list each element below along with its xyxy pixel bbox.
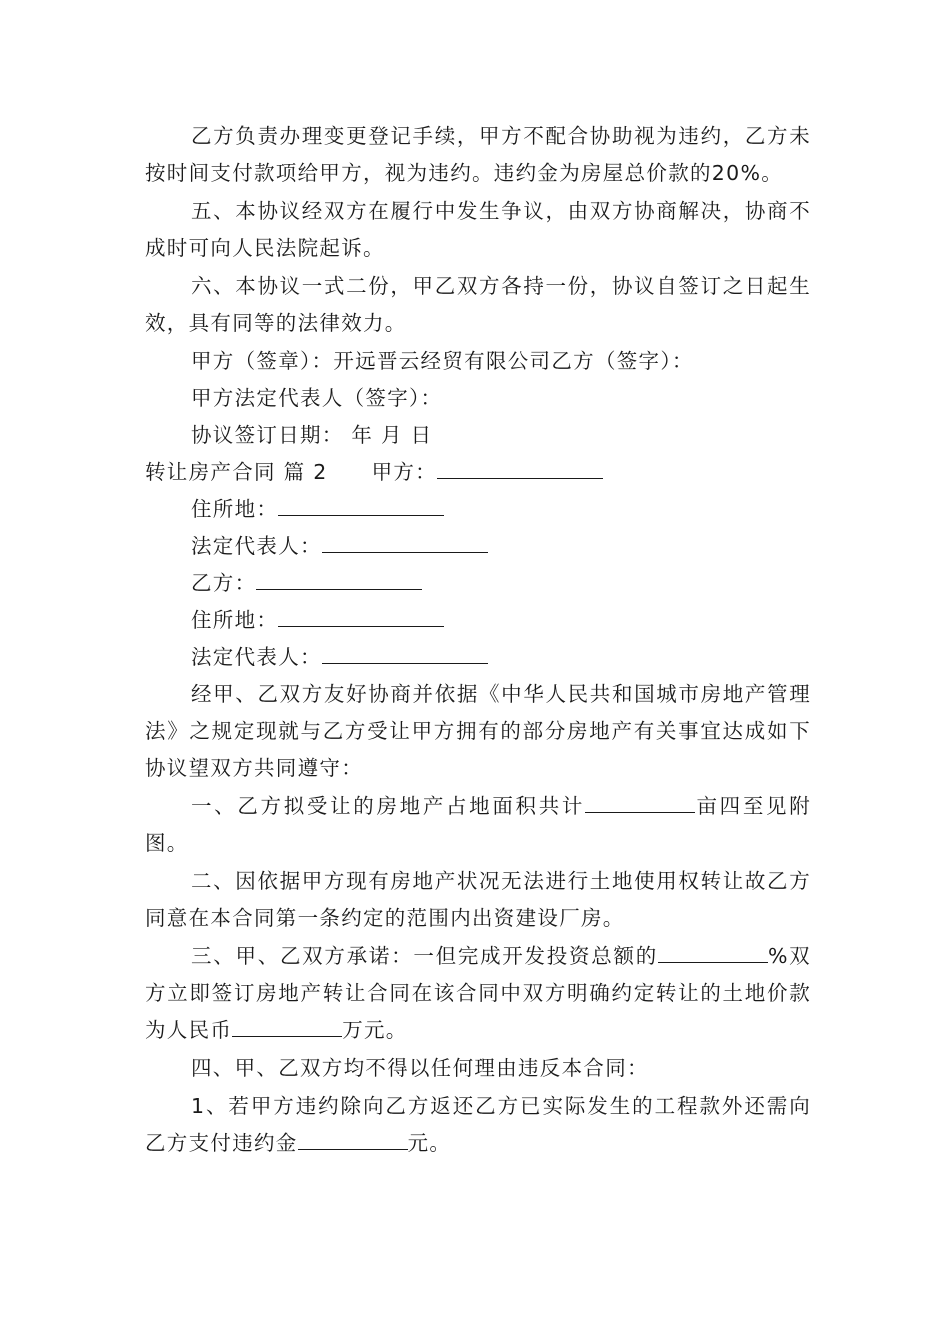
representative-b-label: 法定代表人：	[191, 645, 322, 669]
clause-1-text-b: 亩四至见附图。	[145, 794, 812, 855]
clause-3-text-c: 万元。	[342, 1018, 408, 1042]
party-b-line	[145, 565, 811, 602]
representative-a-blank	[322, 530, 488, 553]
representative-a-line	[145, 528, 811, 565]
paragraph-penalty: 乙方负责办理变更登记手续，甲方不配合协助视为违约，乙方未按时间支付款项给甲方，视为违约。违约金为房屋总价款的20%。	[145, 124, 811, 185]
paragraph-copies: 六、本协议一式二份，甲乙双方各持一份，协议自签订之日起生效，具有同等的法律效力。	[145, 274, 811, 335]
signature-representative: 甲方法定代表人（签字）：	[191, 386, 443, 410]
party-b-blank	[256, 567, 422, 590]
address-a-line	[145, 491, 811, 528]
address-b-label: 住所地：	[191, 608, 279, 632]
representative-b-line	[145, 639, 811, 676]
clause-3-text-b: %双方立即签订房地产转让合同在该合同中双方明确约定转让的土地价款为人民币	[145, 944, 811, 1042]
area-blank	[585, 790, 695, 813]
clause-3-text-a: 三、甲、乙双方承诺：一但完成开发投资总额的	[191, 944, 658, 968]
clause-4: 四、甲、乙双方均不得以任何理由违反本合同：	[191, 1056, 649, 1080]
party-a-label: 甲方：	[371, 460, 437, 484]
representative-a-label: 法定代表人：	[191, 534, 322, 558]
representative-b-blank	[322, 641, 488, 664]
clause-1	[145, 788, 811, 862]
clause-3	[145, 938, 811, 1049]
paragraph-dispute: 五、本协议经双方在履行中发生争议，由双方协商解决，协商不成时可向人民法院起诉。	[145, 199, 811, 260]
address-b-line	[145, 602, 811, 639]
section-heading: 转让房产合同 篇 2	[145, 460, 328, 484]
clause-1-text-a: 一、乙方拟受让的房地产占地面积共计	[191, 794, 586, 818]
contract-2-header-line	[145, 454, 811, 491]
clause-4-1-text-a: 1、若甲方违约除向乙方返还乙方已实际发生的工程款外还需向乙方支付违约金	[145, 1094, 811, 1155]
investment-percent-blank	[658, 940, 768, 963]
clause-4-1-text-b: 元。	[407, 1131, 452, 1155]
clause-4-1	[145, 1088, 811, 1162]
signature-parties: 甲方（签章）：开远晋云经贸有限公司乙方（签字）：	[191, 349, 694, 373]
clause-2: 二、因依据甲方现有房地产状况无法进行土地使用权转让故乙方同意在本合同第一条约定的范围内出资建设厂房。	[145, 869, 811, 930]
party-b-label: 乙方：	[191, 571, 257, 595]
address-a-label: 住所地：	[191, 497, 279, 521]
price-blank	[232, 1014, 342, 1037]
paragraph-preamble: 经甲、乙双方友好协商并依据《中华人民共和国城市房地产管理法》之规定现就与乙方受让甲方拥有的部分房地产有关事宜达成如下协议望双方共同遵守：	[145, 682, 811, 780]
penalty-blank	[298, 1127, 408, 1150]
party-a-blank	[437, 456, 603, 479]
document-body	[145, 118, 811, 1163]
address-b-blank	[278, 604, 444, 627]
address-a-blank	[278, 493, 444, 516]
signature-date: 协议签订日期： 年 月 日	[191, 423, 433, 447]
